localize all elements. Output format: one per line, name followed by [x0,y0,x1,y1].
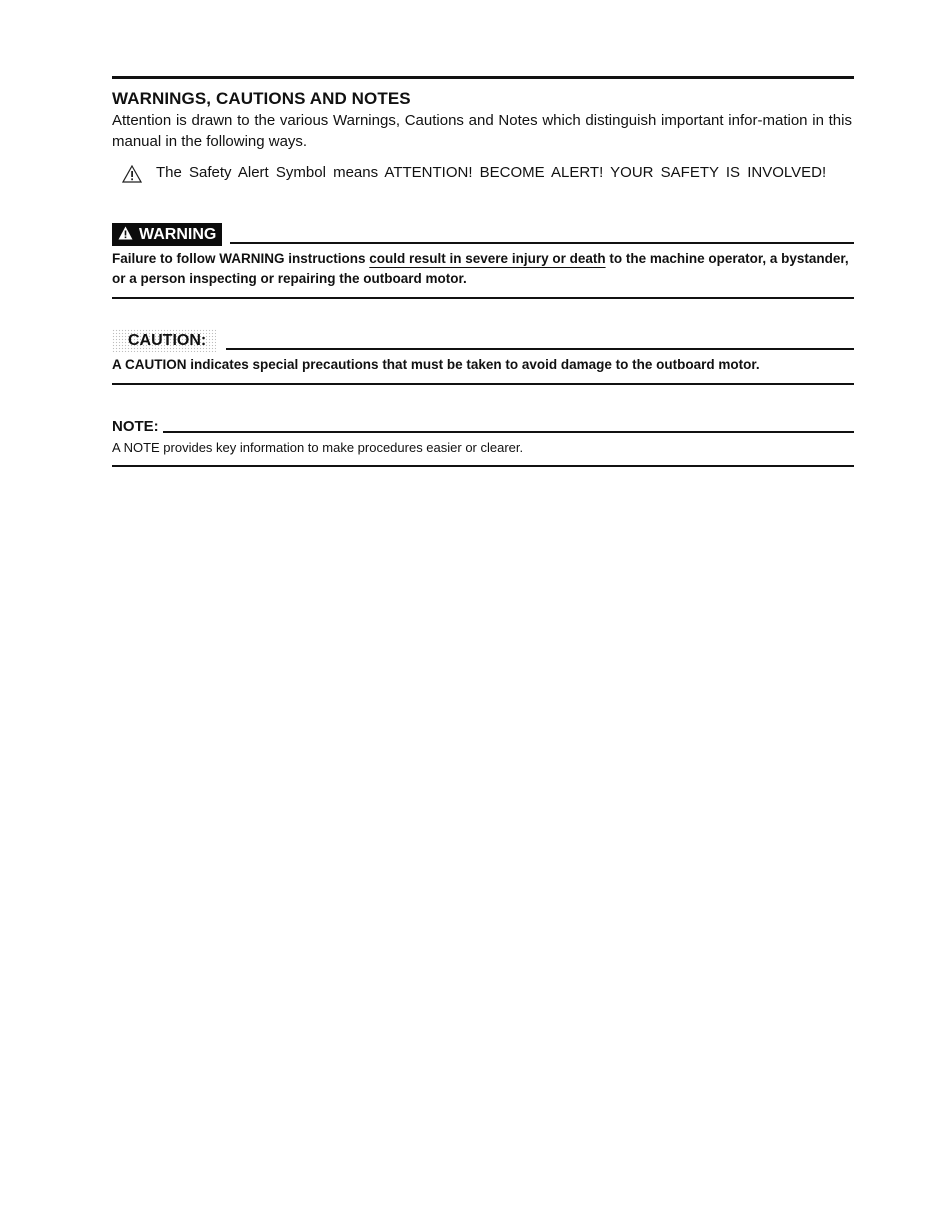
top-rule [112,76,854,79]
note-rule [163,431,854,433]
warning-triangle-icon [112,162,156,189]
warning-label: WARNING [139,226,217,243]
caution-rule [226,348,854,350]
note-label: NOTE: [112,418,159,435]
note-end-rule [112,465,854,467]
caution-end-rule [112,383,854,385]
intro-paragraph: Attention is drawn to the various Warnings, Cautions and Notes which distinguish important infor-mation in this manual in the following ways. [112,112,852,150]
warning-end-rule [112,297,854,299]
warning-text-after: to the machine operator, a bystander, or a person inspecting or repairing the outboard motor. [112,251,849,286]
caution-block [112,329,854,385]
warning-text-underlined: could result in severe injury or death [369,251,606,266]
safety-alert-row [112,162,854,189]
note-text: A NOTE provides key information to make procedures easier or clearer. [112,440,524,455]
caution-text: A CAUTION indicates special precautions that must be taken to avoid damage to the outboard motor. [112,357,760,372]
manual-page [112,76,854,467]
warning-triangle-icon [118,226,133,245]
safety-alert-text: The Safety Alert Symbol means ATTENTION! BECOME ALERT! YOUR SAFETY IS INVOLVED! [156,164,827,181]
caution-label: CAUTION: [128,332,207,349]
warning-badge [112,223,222,246]
warning-block [112,223,854,299]
caution-badge [112,329,216,352]
warning-text [112,249,854,289]
warning-text-before: Failure to follow WARNING instructions [112,251,370,266]
section-title: WARNINGS, CAUTIONS AND NOTES [112,89,411,108]
warning-rule [230,242,854,244]
note-block [112,419,854,467]
